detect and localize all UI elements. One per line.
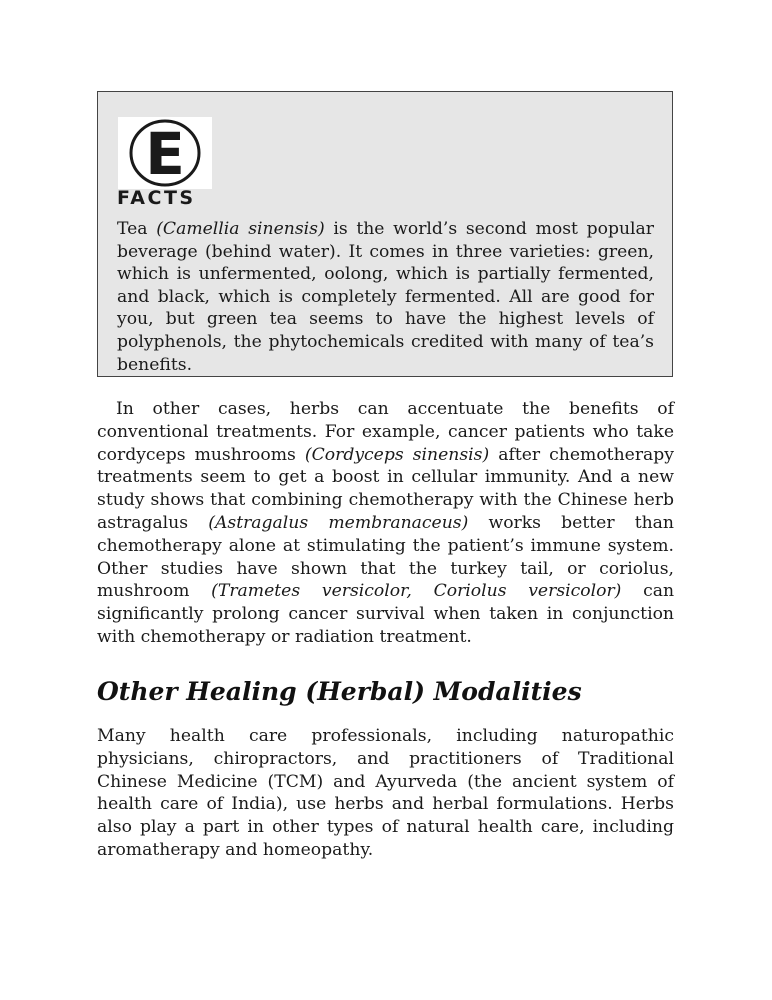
italic-term: (Trametes versicolor, Coriolus versicolor): [211, 581, 622, 602]
facts-text: Tea (Camellia sinensis) is the world’s second most popular beverage (behind water). It comes in three varieties: green, which is unfermented, oolong, which is partially fermented, and black, which is completely fermented. All are good for you, but green tea seems to have the highest levels of polyphenols, the phytochemicals credited with many of tea’s benefits.: [117, 219, 654, 375]
italic-term: (Astragalus membranaceus): [208, 512, 469, 533]
logo-letter: E: [145, 120, 185, 188]
body-paragraph: In other cases, herbs can accentuate the benefits of conventional treatments. For example, cancer patients who take cordyceps mushrooms (Cordyceps sinensis) after chemotherapy treatments seem to get a boost in cellular immunity. And a new study shows that combining chemotherapy with the Chinese herb astragalus (Astragalus membranaceus) works better than chemotherapy alone at stimulating the patient’s immune system. Other studies have shown that the turkey tail, or coriolus, mushroom (Trametes versicolor, Coriolus versicolor) can significantly prolong cancer survival when taken in conjunction with chemotherapy or radiation treatment.: [97, 399, 675, 647]
section-paragraph: Many health care professionals, including naturopathic physicians, chiropractors, and practitioners of Traditional Chinese Medicine (TCM) and Ayurveda (the ancient system of health care of India), use herbs and herbal formulations. Herbs also play a part in other types of natural health care, including aromatherapy and homeopathy.: [97, 726, 674, 860]
e-circle-icon: [127, 118, 203, 188]
section-heading: Other Healing (Herbal) Modalities: [97, 677, 582, 706]
italic-term: (Cordyceps sinensis): [304, 444, 490, 465]
facts-logo: [117, 116, 213, 208]
facts-sidebar-box: [97, 91, 673, 377]
italic-term: (Camellia sinensis): [156, 219, 325, 239]
facts-logo-word: FACTS: [117, 187, 196, 209]
